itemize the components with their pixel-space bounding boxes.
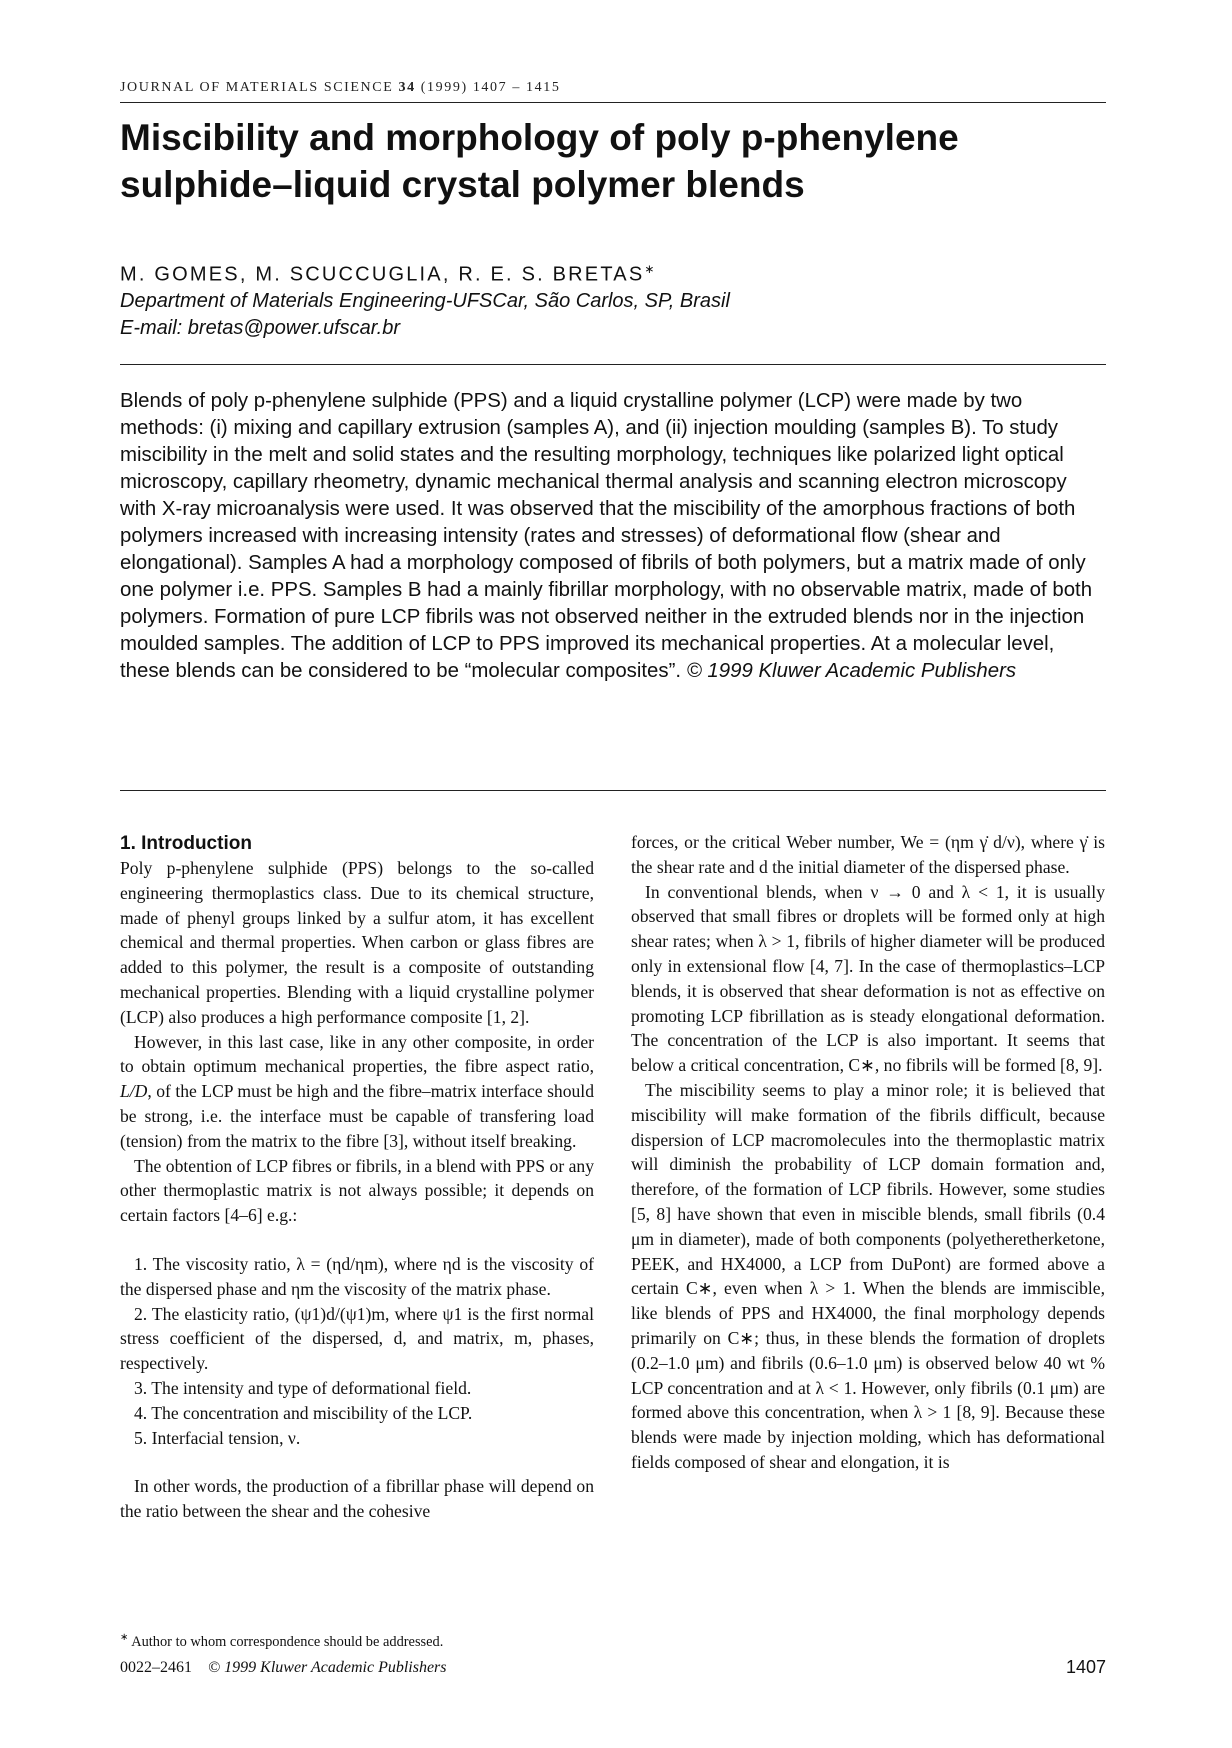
factor-list bbox=[120, 1252, 594, 1450]
paragraph: However, in this last case, like in any other composite, in order to obtain optimum mechanical properties, the fibre aspect ratio, L/D, of the LCP must be high and the fibre–matrix interface should be strong, i.e. the interface must be capable of transfering load (tension) from the matrix to the fibre [3], without itself breaking. bbox=[120, 1031, 594, 1151]
header-rule bbox=[120, 102, 1106, 103]
paragraph: The obtention of LCP fibres or fibrils, in a blend with PPS or any other thermoplastic matrix is not always possible; it depends on certain factors [4–6] e.g.: bbox=[120, 1155, 594, 1226]
list-item: 5. Interfacial tension, ν. bbox=[134, 1427, 301, 1448]
list-item: 4. The concentration and miscibility of the LCP. bbox=[134, 1402, 473, 1423]
footer-left bbox=[120, 1659, 720, 1677]
paragraph: The miscibility seems to play a minor role; it is believed that miscibility will make formation of the fibrils difficult, because dispersion of LCP macromolecules into the thermoplastic matrix will diminish the probability of LCP domain formation and, therefore, of the formation of LCP fibrils. However, some studies [5, 8] have shown that even in miscible blends, small fibrils (0.4 μm in diameter), made of both components (polyetheretherketone, PEEK, and HX4000, a LCP from DuPont) are formed above a certain C∗, even when λ > 1. When the blends are immiscible, like blends of PPS and HX4000, the final morphology depends primarily on C∗; thus, in these blends the formation of droplets (0.2–1.0 μm) and fibrils (0.6–1.0 μm) is observed below 40 wt % LCP concentration and at λ < 1. However, only fibrils (0.1 μm) are formed above this concentration, when λ > 1 [8, 9]. Because these blends were made by injection molding, which has deformational fields composed of shear and elongation, it is bbox=[631, 1079, 1105, 1472]
right-column bbox=[631, 830, 1105, 1475]
email: E-mail: bretas@power.ufscar.br bbox=[120, 317, 401, 339]
abstract-text: Blends of poly p-phenylene sulphide (PPS) and a liquid crystalline polymer (LCP) were made by two methods: (i) mixing and capillary extrusion (samples A), and (ii) injection moulding (samples B). To study miscibility in the melt and solid states and the resulting morphology, techniques like polarized light optical microscopy, capillary rheometry, dynamic mechanical thermal analysis and scanning electron microscopy with X-ray microanalysis were used. It was observed that the miscibility of the amorphous fractions of both polymers increased with increasing intensity (rates and stresses) of deformational flow (shear and elongational). Samples A had a morphology composed of fibrils of both polymers, but a matrix made of only one polymer i.e. PPS. Samples B had a mainly fibrillar morphology, with no observable matrix, made of both polymers. Formation of pure LCP fibrils was not observed neither in the extruded blends nor in the injection moulded samples. The addition of LCP to PPS improved its mechanical properties. At a molecular level, these blends can be considered to be “molecular composites”. bbox=[120, 390, 1093, 682]
author-list bbox=[120, 262, 1106, 287]
footnote bbox=[120, 1632, 720, 1651]
journal-header bbox=[120, 80, 1106, 96]
journal-name: JOURNAL OF MATERIALS SCIENCE bbox=[120, 80, 394, 95]
title-line-1: Miscibility and morphology of poly p-phenylene bbox=[120, 117, 959, 158]
footnote-text: Author to whom correspondence should be addressed. bbox=[131, 1633, 444, 1650]
left-column bbox=[120, 832, 594, 1524]
page-number: 1407 bbox=[1065, 1657, 1106, 1677]
authors-text: M. GOMES, M. SCUCCUGLIA, R. E. S. BRETAS bbox=[120, 263, 645, 286]
list-item: 2. The elasticity ratio, (ψ1)d/(ψ1)m, where ψ1 is the first normal stress coefficient of the dispersed, d, and matrix, m, phases, respectively. bbox=[120, 1303, 594, 1374]
journal-pages: 1407 – 1415 bbox=[472, 80, 561, 95]
abstract-bottom-rule bbox=[120, 790, 1106, 791]
list-item: 3. The intensity and type of deformational field. bbox=[134, 1377, 472, 1398]
affiliation-block bbox=[120, 288, 1106, 342]
abstract bbox=[120, 388, 1106, 685]
abstract-copyright: © 1999 Kluwer Academic Publishers bbox=[686, 660, 1017, 682]
abstract-top-rule bbox=[120, 364, 1106, 365]
journal-volume: 34 bbox=[398, 80, 416, 95]
aspect-ratio-symbol: L/D bbox=[120, 1081, 148, 1102]
list-item: 1. The viscosity ratio, λ = (ηd/ηm), where ηd is the viscosity of the dispersed phase and ηm the viscosity of the matrix phase. bbox=[120, 1253, 594, 1299]
title-line-2: sulphide–liquid crystal polymer blends bbox=[120, 164, 805, 205]
paragraph: forces, or the critical Weber number, We = (ηm γ̇ d/ν), where γ̇ is the shear rate and d the initial diameter of the dispersed phase. bbox=[631, 832, 1105, 877]
paragraph: In other words, the production of a fibrillar phase will depend on the ratio between the shear and the cohesive bbox=[120, 1476, 594, 1522]
paragraph: In conventional blends, when ν → 0 and λ < 1, it is usually observed that small fibres or droplets will be formed only at high shear rates; when λ > 1, fibrils of higher diameter will be produced only in extensional flow [4, 7]. In the case of thermoplastics–LCP blends, it is observed that shear deformation is not as effective on promoting LCP fibrillation as is steady elongational deformation. The concentration of the LCP is also important. It seems that below a critical concentration, C∗, no fibrils will be formed [8, 9]. bbox=[631, 881, 1105, 1076]
author-mark: ∗ bbox=[644, 262, 655, 276]
journal-year: (1999) bbox=[420, 80, 468, 95]
section-heading: 1. Introduction bbox=[120, 833, 252, 854]
footer-copyright: © 1999 Kluwer Academic Publishers bbox=[208, 1659, 447, 1676]
affiliation: Department of Materials Engineering-UFSCar, São Carlos, SP, Brasil bbox=[120, 290, 730, 312]
paper-title bbox=[120, 114, 1110, 208]
footnote-mark: ∗ bbox=[120, 1632, 129, 1643]
issn: 0022–2461 bbox=[120, 1659, 192, 1676]
paragraph: Poly p-phenylene sulphide (PPS) belongs to the so-called engineering thermoplastics class. Due to its chemical structure, made of phenyl groups linked by a sulfur atom, it has excellent chemical and thermal properties. When carbon or glass fibres are added to this polymer, the result is a composite of outstanding mechanical properties. Blending with a liquid crystalline polymer (LCP) also produces a high performance composite [1, 2]. bbox=[120, 858, 594, 1027]
